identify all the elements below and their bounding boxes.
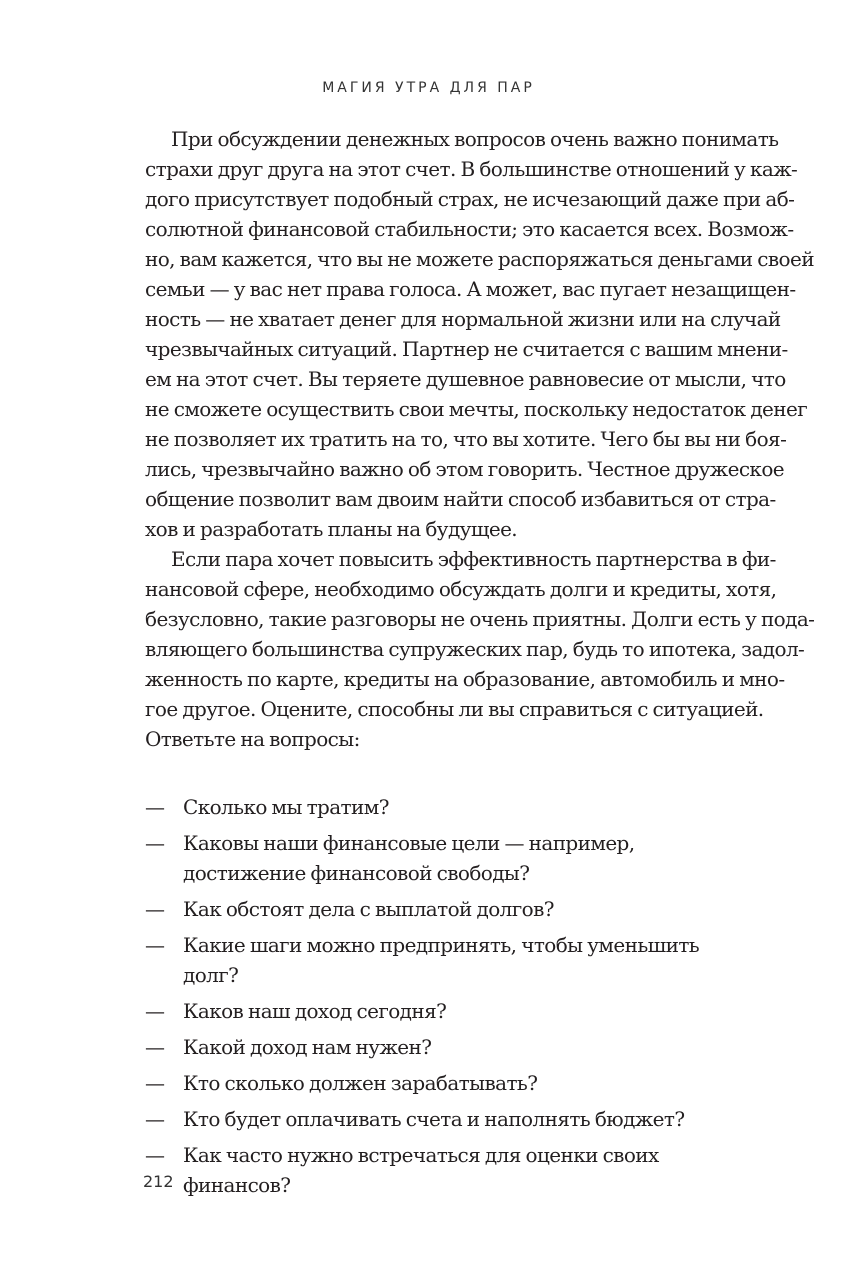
- question-list: [145, 792, 751, 1200]
- list-item-text: Как часто нужно встречаться для оценки своих финансов?: [183, 1143, 659, 1197]
- dash-bullet: —: [145, 999, 165, 1023]
- list-item: [145, 894, 751, 924]
- text-line: гое другое. Оцените, способны ли вы справиться с ситуацией.: [145, 697, 764, 721]
- text-line: солютной финансовой стабильности; это касается всех. Возмож-: [145, 217, 794, 241]
- dash-bullet: —: [145, 1035, 165, 1059]
- text-line: Ответьте на вопросы:: [145, 727, 360, 751]
- dash-bullet: —: [145, 795, 165, 819]
- text-line: безусловно, такие разговоры не очень приятны. Долги есть у пода-: [145, 607, 815, 631]
- page-number: 212: [143, 1172, 174, 1191]
- text-line: Если пара хочет повысить эффективность партнерства в фи-: [171, 547, 776, 571]
- list-item-text: Сколько мы тратим?: [183, 795, 389, 819]
- list-item-text: Каков наш доход сегодня?: [183, 999, 447, 1023]
- dash-bullet: —: [145, 1071, 165, 1095]
- text-line: ность — не хватает денег для нормальной жизни или на случай: [145, 307, 781, 331]
- dash-bullet: —: [145, 897, 165, 921]
- list-item-text: Кто сколько должен зарабатывать?: [183, 1071, 538, 1095]
- list-item: [145, 828, 751, 888]
- text-line: чрезвычайных ситуаций. Партнер не считается с вашим мнени-: [145, 337, 788, 361]
- text-line: не сможете осуществить свои мечты, поскольку недостаток денег: [145, 397, 808, 421]
- paragraph: [145, 124, 814, 544]
- page-body: [145, 124, 815, 1206]
- paragraphs: [145, 124, 815, 754]
- dash-bullet: —: [145, 1107, 165, 1131]
- text-line: семьи — у вас нет права голоса. А может, вас пугает незащищен-: [145, 277, 796, 301]
- text-line: страхи друг друга на этот счет. В большинстве отношений у каж-: [145, 157, 798, 181]
- list-item-text: Каковы наши финансовые цели — например, достижение финансовой свободы?: [183, 831, 635, 885]
- list-item-text: Кто будет оплачивать счета и наполнять бюджет?: [183, 1107, 685, 1131]
- text-line: но, вам кажется, что вы не можете распоряжаться деньгами своей: [145, 247, 814, 271]
- text-line: ем на этот счет. Вы теряете душевное равновесие от мысли, что: [145, 367, 786, 391]
- text-line: вляющего большинства супружеских пар, будь то ипотека, задол-: [145, 637, 805, 661]
- text-line: дого присутствует подобный страх, не исчезающий даже при аб-: [145, 187, 795, 211]
- text-line: не позволяет их тратить на то, что вы хотите. Чего бы вы ни боя-: [145, 427, 787, 451]
- text-line: хов и разработать планы на будущее.: [145, 517, 518, 541]
- list-item: [145, 792, 751, 822]
- paragraph: [145, 544, 815, 754]
- list-item: [145, 996, 751, 1026]
- text-line: нансовой сфере, необходимо обсуждать долги и кредиты, хотя,: [145, 577, 777, 601]
- list-item: [145, 1140, 751, 1200]
- text-line: общение позволит вам двоим найти способ избавиться от стра-: [145, 487, 776, 511]
- list-item: [145, 930, 751, 990]
- list-item: [145, 1068, 751, 1098]
- text-line: При обсуждении денежных вопросов очень важно понимать: [171, 127, 779, 151]
- running-head: МАГИЯ УТРА ДЛЯ ПАР: [322, 80, 535, 96]
- dash-bullet: —: [145, 1143, 165, 1167]
- text-line: женность по карте, кредиты на образование, автомобиль и мно-: [145, 667, 785, 691]
- dash-bullet: —: [145, 831, 165, 855]
- list-item-text: Какой доход нам нужен?: [183, 1035, 432, 1059]
- dash-bullet: —: [145, 933, 165, 957]
- list-item: [145, 1032, 751, 1062]
- list-item-text: Как обстоят дела с выплатой долгов?: [183, 897, 554, 921]
- text-line: лись, чрезвычайно важно об этом говорить. Честное дружеское: [145, 457, 785, 481]
- list-item-text: Какие шаги можно предпринять, чтобы уменьшить долг?: [183, 933, 700, 987]
- list-item: [145, 1104, 751, 1134]
